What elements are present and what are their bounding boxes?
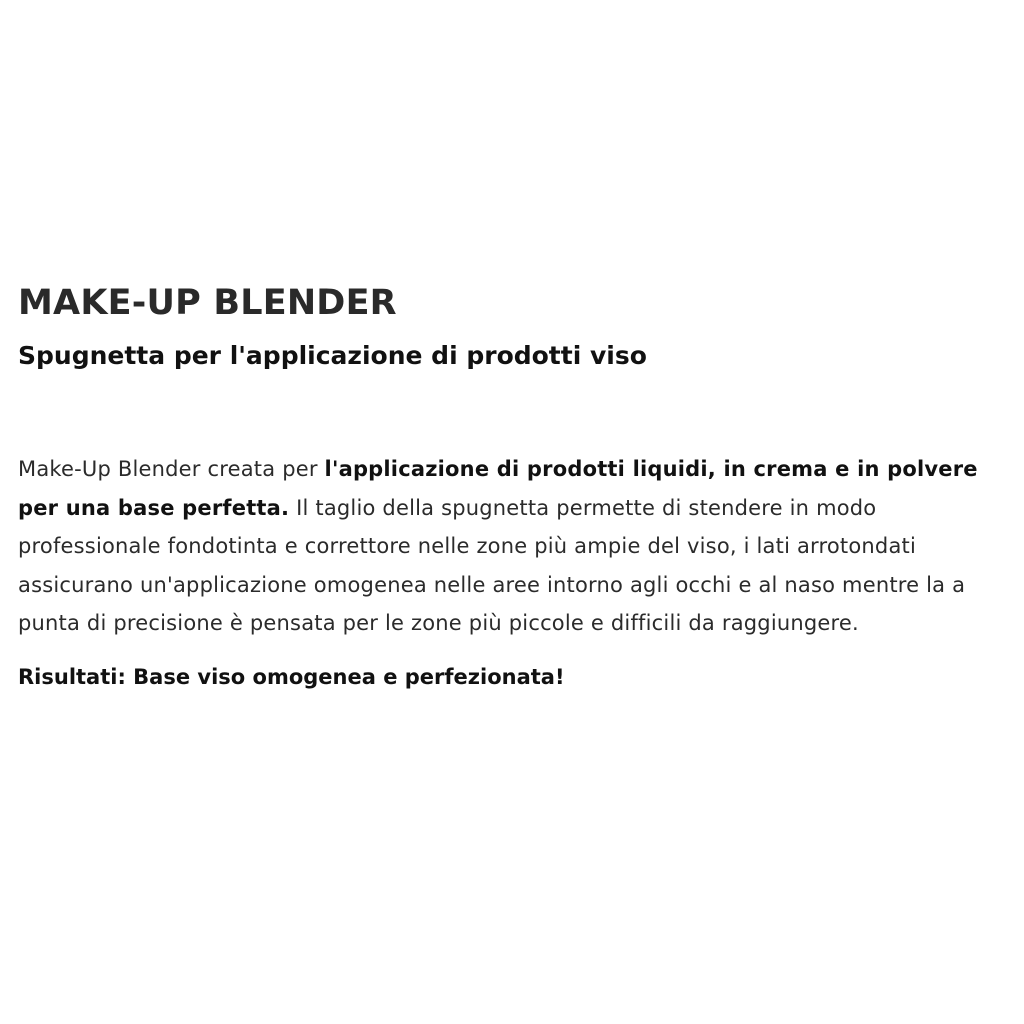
product-description-section (18, 276, 1010, 696)
description-intro: Make-Up Blender creata per (18, 457, 325, 481)
product-title: MAKE-UP BLENDER (18, 283, 397, 323)
product-subtitle: Spugnetta per l'applicazione di prodotti viso (18, 341, 647, 370)
description-body: Il taglio della spugnetta permette di stendere in modo professionale fondotinta e correttore nelle zone più ampie del viso, i lati arrotondati assicurano un'applicazione omogenea nelle aree intorno agli occhi e al naso mentre la a punta di precisione è pensata per le zone più piccole e difficili da raggiungere. (18, 495, 966, 635)
results-statement: Risultati: Base viso omogenea e perfezionata! (18, 664, 565, 689)
product-description (18, 450, 1010, 643)
description-highlight: l'applicazione di prodotti liquidi, in crema e in polvere per una base perfetta. (18, 457, 978, 520)
